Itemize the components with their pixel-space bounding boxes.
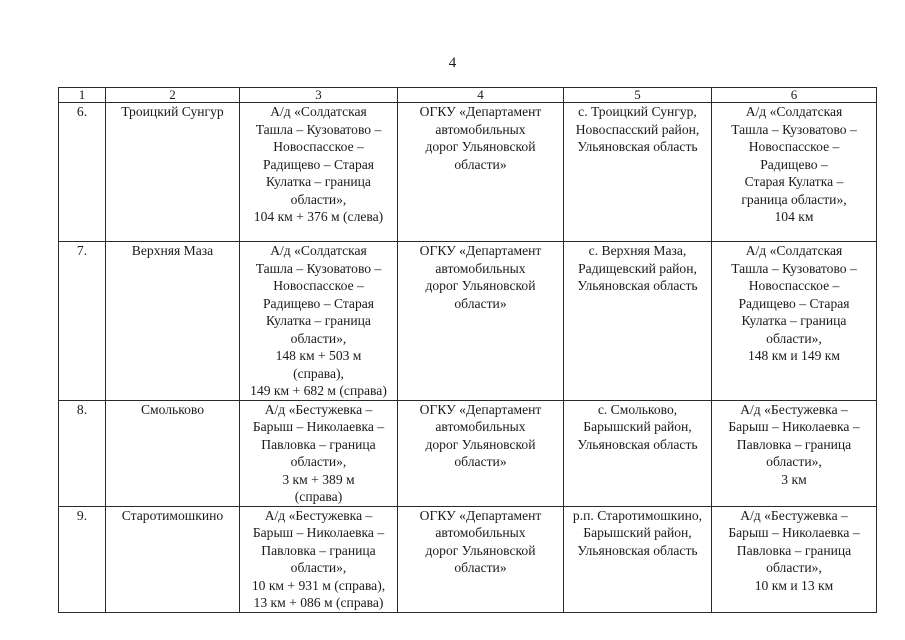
row-number: 6. (76, 104, 88, 119)
table-row (59, 400, 877, 506)
column-header: 1 (59, 88, 106, 103)
road-section: А/д «Бестужевка – Барыш – Николаевка – Павловка – граница области», 3 км (728, 401, 860, 487)
road-location: А/д «Солдатская Ташла – Кузоватово – Новоспасское – Радищево – Старая Кулатка – граница области», 148 км + 503 м (справа), 149 км + 682 м (справа) (250, 243, 387, 398)
table-row (59, 242, 877, 401)
road-location: А/д «Бестужевка – Барыш – Николаевка – Павловка – граница области», 10 км + 931 м (справа), 13 км + 086 м (справа) (251, 507, 386, 610)
settlement-address: р.п. Старотимошкино, Барышский район, Ульяновская область (572, 507, 703, 558)
road-section: А/д «Бестужевка – Барыш – Николаевка – Павловка – граница области», 10 км и 13 км (728, 507, 860, 593)
settlement-address: с. Верхняя Маза, Радищевский район, Ульяновская область (577, 243, 698, 293)
settlement-name: Смольково (140, 401, 205, 417)
road-owner: ОГКУ «Департамент автомобильных дорог Ульяновской области» (419, 243, 542, 311)
road-owner: ОГКУ «Департамент автомобильных дорог Ульяновской области» (419, 507, 542, 575)
row-number: 8. (76, 401, 88, 417)
settlement-name: Верхняя Маза (131, 243, 214, 258)
road-section: А/д «Солдатская Ташла – Кузоватово – Новоспасское – Радищево – Старая Кулатка – граница области», 104 км (731, 104, 857, 224)
table-row (59, 506, 877, 612)
column-header: 3 (240, 88, 398, 103)
road-owner: ОГКУ «Департамент автомобильных дорог Ульяновской области» (419, 401, 542, 469)
page-number: 4 (448, 55, 457, 71)
road-location: А/д «Бестужевка – Барыш – Николаевка – Павловка – граница области», 3 км + 389 м (справа) (252, 401, 385, 504)
column-header: 2 (106, 88, 240, 103)
settlement-name: Старотимошкино (121, 507, 224, 523)
row-number: 9. (76, 507, 88, 523)
row-number: 7. (76, 243, 88, 258)
settlement-address: с. Смольково, Барышский район, Ульяновская область (577, 401, 698, 452)
column-header: 4 (398, 88, 564, 103)
column-header: 5 (564, 88, 712, 103)
table-row (59, 103, 877, 242)
settlement-address: с. Троицкий Сунгур, Новоспасский район, Ульяновская область (575, 104, 700, 154)
settlement-name: Троицкий Сунгур (121, 104, 224, 119)
road-owner: ОГКУ «Департамент автомобильных дорог Ульяновской области» (419, 104, 542, 172)
road-section: А/д «Солдатская Ташла – Кузоватово – Новоспасское – Радищево – Старая Кулатка – граница области», 148 км и 149 км (731, 243, 857, 363)
data-table (58, 87, 877, 613)
road-location: А/д «Солдатская Ташла – Кузоватово – Новоспасское – Радищево – Старая Кулатка – граница области», 104 км + 376 м (слева) (253, 104, 384, 224)
header-row (59, 88, 877, 103)
column-header: 6 (712, 88, 877, 103)
